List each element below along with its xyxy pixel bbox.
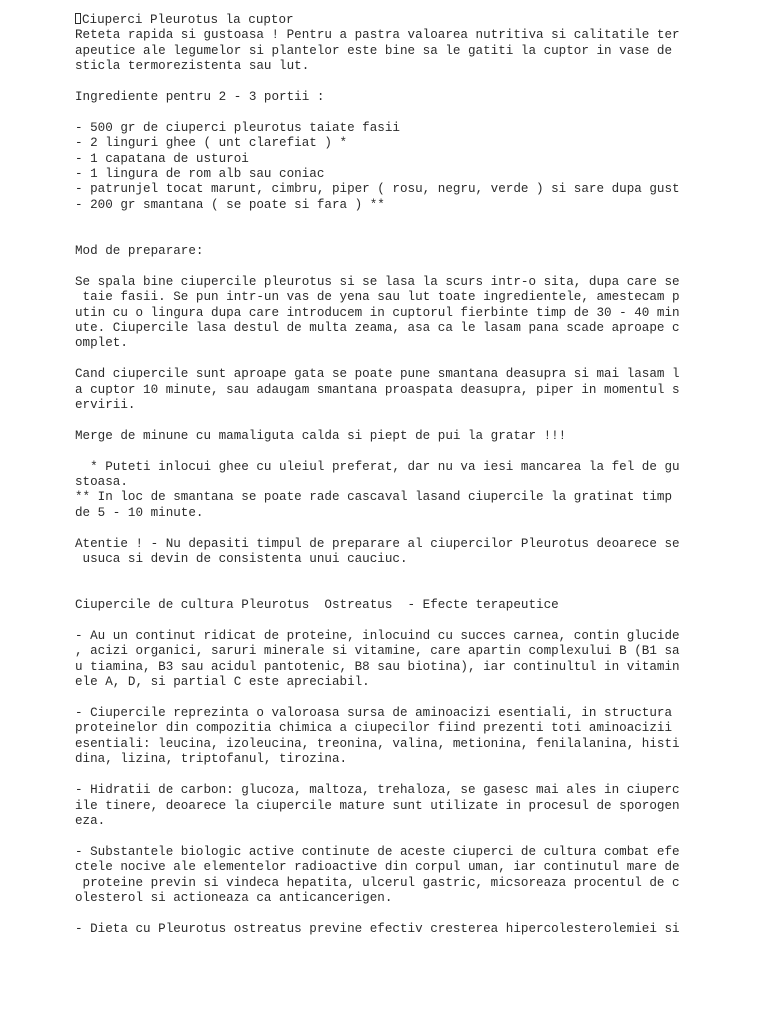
text-line: u tiamina, B3 sau acidul pantotenic, B8 sau biotina), iar continultul in vitamin: [75, 659, 680, 674]
ingredient-item: - 1 capatana de usturoi: [75, 151, 249, 166]
text-line: ** In loc de smantana se poate rade cascaval lasand ciupercile la gratinat timp: [75, 490, 673, 505]
serving-suggestion: Merge de minune cu mamaliguta calda si piept de pui la gratar !!!: [75, 428, 567, 443]
text-line: utin cu o lingura dupa care introducem in cuptorul fierbinte timp de 30 - 40 min: [75, 305, 680, 320]
text-line: esentiali: leucina, izoleucina, treonina, valina, metionina, fenilalanina, histi: [75, 736, 680, 751]
spacer: [75, 906, 765, 921]
text-line: * Puteti inlocui ghee cu uleiul preferat, dar nu va iesi mancarea la fel de gu: [75, 459, 680, 474]
text-line: olesterol si actioneaza ca anticancerigen.: [75, 890, 393, 905]
ingredient-item: - 200 gr smantana ( se poate si fara ) **: [75, 197, 385, 212]
effects-paragraph-2: [75, 706, 765, 768]
text-line: Cand ciupercile sunt aproape gata se poate pune smantana deasupra si mai lasam l: [75, 367, 680, 382]
spacer: [75, 583, 765, 598]
text-line: - Dieta cu Pleurotus ostreatus previne efectiv cresterea hipercolesterolemiei si: [75, 921, 680, 936]
spacer: [75, 75, 765, 90]
effects-paragraph-1: [75, 629, 765, 691]
text-line: taie fasii. Se pun intr-un vas de yena sau lut toate ingredientele, amestecam p: [75, 290, 680, 305]
spacer: [75, 213, 765, 228]
text-line: omplet.: [75, 336, 128, 351]
effects-paragraph-3: [75, 783, 765, 829]
document-title: Ciuperci Pleurotus la cuptor: [82, 13, 294, 27]
spacer: [75, 444, 765, 459]
ingredient-item: - 1 lingura de rom alb sau coniac: [75, 167, 325, 182]
section-heading: Ciupercile de cultura Pleurotus Ostreatus - Efecte terapeutice: [75, 598, 559, 613]
spacer: [75, 259, 765, 274]
intro-paragraph: [75, 28, 765, 74]
text-line: ctele nocive ale elementelor radioactive din corpul uman, iar continutul mare de: [75, 860, 680, 875]
ingredients-heading: Ingrediente pentru 2 - 3 portii :: [75, 90, 325, 105]
ingredient-item: - 500 gr de ciuperci pleurotus taiate fasii: [75, 120, 400, 135]
method-paragraph-2: [75, 367, 765, 413]
spacer: [75, 567, 765, 582]
spacer: [75, 614, 765, 629]
ingredient-item: - 2 linguri ghee ( unt clarefiat ) *: [75, 136, 348, 151]
text-line: - Hidratii de carbon: glucoza, maltoza, trehaloza, se gasesc mai ales in ciuperc: [75, 783, 680, 798]
text-line: ele A, D, si partial C este apreciabil.: [75, 675, 370, 690]
text-line: Atentie ! - Nu depasiti timpul de preparare al ciupercilor Pleurotus deoarece se: [75, 536, 680, 551]
effects-paragraph-4: [75, 845, 765, 907]
spacer: [75, 352, 765, 367]
spacer: [75, 105, 765, 120]
text-line: proteinelor din compozitia chimica a ciupecilor fiind prezenti toti aminoacizii: [75, 721, 673, 736]
document-title-line: [75, 13, 765, 28]
document-page: [75, 13, 765, 937]
text-line: stoasa.: [75, 475, 128, 490]
spacer: [75, 768, 765, 783]
ingredient-item: - patrunjel tocat marunt, cimbru, piper ( rosu, negru, verde ) si sare dupa gust: [75, 182, 680, 197]
spacer: [75, 691, 765, 706]
text-line: apeutice ale legumelor si plantelor este bine sa le gatiti la cuptor in vase de: [75, 43, 673, 58]
text-line: - Ciupercile reprezinta o valoroasa sursa de aminoacizi esentiali, in structura: [75, 706, 673, 721]
spacer: [75, 829, 765, 844]
missing-glyph-icon: [75, 13, 81, 24]
text-line: de 5 - 10 minute.: [75, 505, 204, 520]
text-line: , acizi organici, saruri minerale si vitamine, care apartin complexului B (B1 sa: [75, 644, 680, 659]
text-line: usuca si devin de consistenta unui cauciuc.: [75, 552, 408, 567]
text-line: Reteta rapida si gustoasa ! Pentru a pastra valoarea nutritiva si calitatile ter: [75, 28, 680, 43]
warning-paragraph: [75, 537, 765, 568]
method-heading: Mod de preparare:: [75, 244, 204, 259]
spacer: [75, 521, 765, 536]
text-line: - Substantele biologic active continute de aceste ciuperci de cultura combat efe: [75, 844, 680, 859]
text-line: eza.: [75, 813, 106, 828]
text-line: proteine previn si vindeca hepatita, ulcerul gastric, micsoreaza procentul de c: [75, 875, 680, 890]
spacer: [75, 229, 765, 244]
text-line: ervirii.: [75, 398, 136, 413]
text-line: sticla termorezistenta sau lut.: [75, 59, 310, 74]
effects-paragraph-5: [75, 922, 765, 937]
text-line: dina, lizina, triptofanul, tirozina.: [75, 752, 348, 767]
text-line: ile tinere, deoarece la ciupercile mature sunt utilizate in procesul de sporogen: [75, 798, 680, 813]
text-line: - Au un continut ridicat de proteine, inlocuind cu succes carnea, contin glucide: [75, 629, 680, 644]
text-line: a cuptor 10 minute, sau adaugam smantana proaspata deasupra, piper in momentul s: [75, 382, 680, 397]
method-paragraph-1: [75, 275, 765, 352]
footnotes: [75, 460, 765, 522]
ingredients-list: [75, 121, 765, 213]
spacer: [75, 413, 765, 428]
text-line: Se spala bine ciupercile pleurotus si se lasa la scurs intr-o sita, dupa care se: [75, 274, 680, 289]
text-line: ute. Ciupercile lasa destul de multa zeama, asa ca le lasam pana scade aproape c: [75, 321, 680, 336]
